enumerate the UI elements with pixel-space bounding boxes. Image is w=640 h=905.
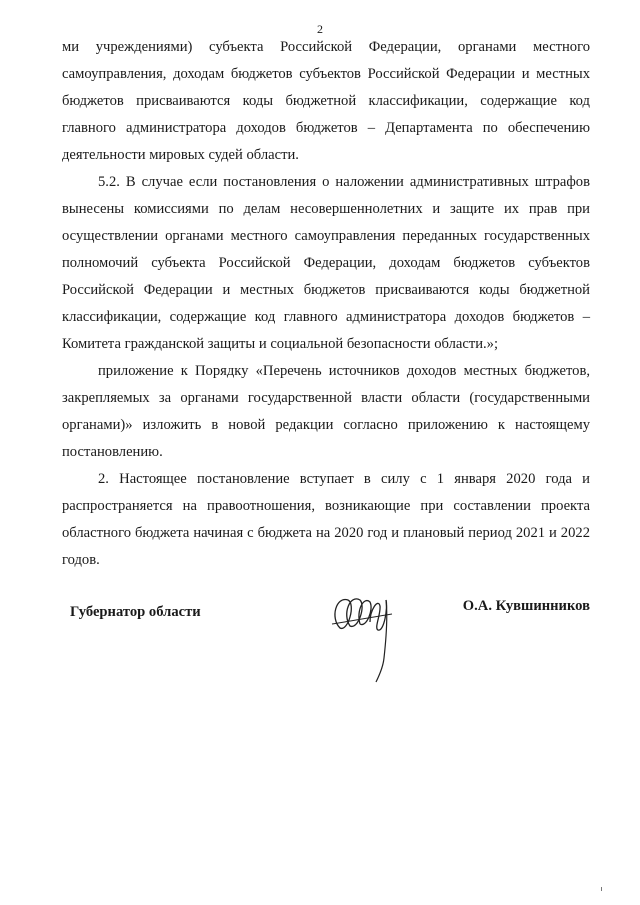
handwritten-signature	[326, 588, 406, 684]
paragraph-5-2: 5.2. В случае если постановления о наложении административных штрафов вынесены комиссиями по делам несовершеннолетних и защите их прав при осуществлении органами местного самоуправления переданных государственных полномочий субъекта Российской Федерации, доходам бюджетов субъектов Российской Федерации и местных бюджетов присваиваются коды бюджетной классификации, содержащие код главного администратора доходов бюджетов – Комитета гражданской защиты и социальной безопасности области.»;	[62, 174, 590, 352]
signature-block	[62, 596, 590, 686]
signer-title: Губернатор области	[70, 604, 201, 620]
paragraph-appendix: приложение к Порядку «Перечень источников доходов местных бюджетов, закрепляемых за органами государственной власти области (государственными органами)» изложить в новой редакции согласно приложению к настоящему постановлению.	[62, 363, 590, 460]
page-number: 2	[317, 22, 323, 36]
paragraph-continuation: ми учреждениями) субъекта Российской Федерации, органами местного самоуправления, доходам бюджетов субъектов Российской Федерации и местных бюджетов присваиваются коды бюджетной классификации, содержащие код главного администратора доходов бюджетов – Департамента по обеспечению деятельности мировых судей области.	[62, 39, 590, 163]
signer-name: О.А. Кувшинников	[462, 598, 590, 614]
scan-speck	[601, 887, 602, 891]
document-body	[62, 34, 590, 574]
paragraph-effective-date: 2. Настоящее постановление вступает в силу с 1 января 2020 года и распространяется на правоотношения, возникающие при составлении проекта областного бюджета начиная с бюджета на 2020 год и плановый период 2021 и 2022 годов.	[62, 471, 590, 568]
